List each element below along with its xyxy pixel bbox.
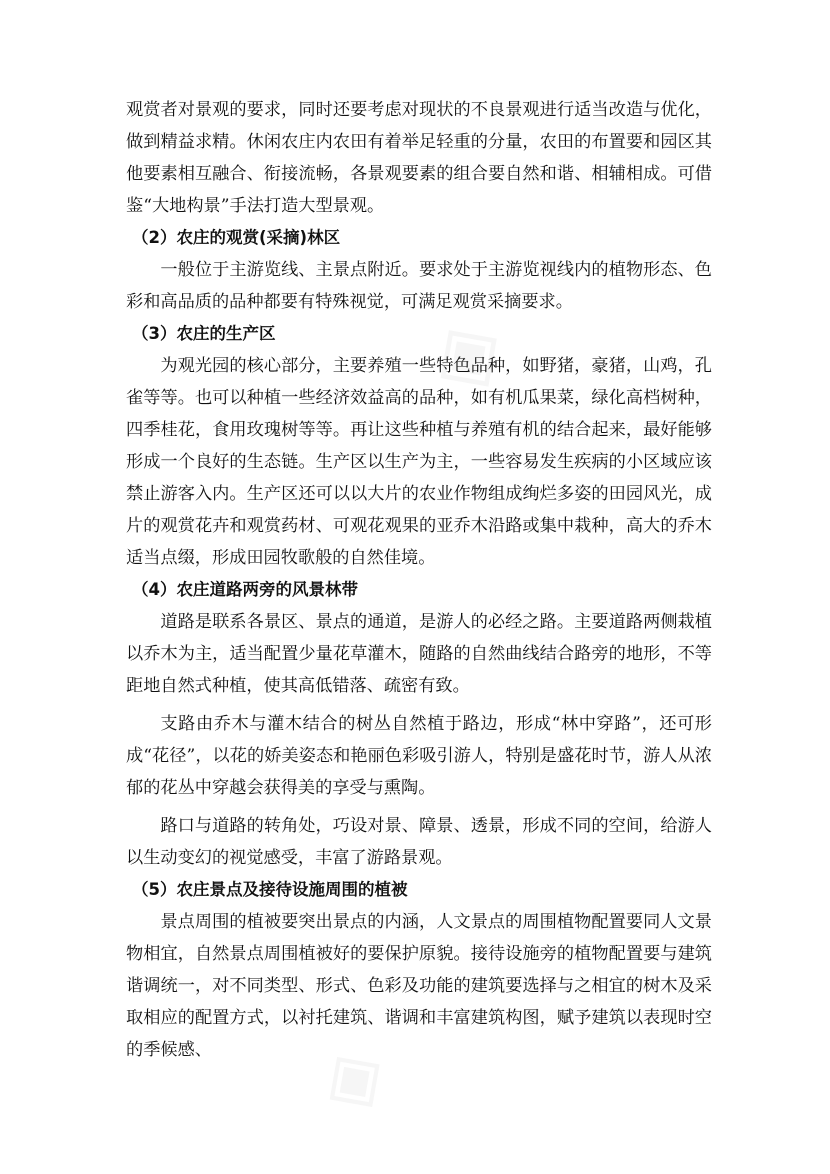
- paragraph-main-roads: 道路是联系各景区、景点的通道，是游人的必经之路。主要道路两侧栽植以乔木为主，适当配置少量花草灌木，随路的自然曲线结合路旁的地形，不等距地自然式种植，使其高低错落、疏密有致。: [126, 612, 712, 696]
- watermark-icon: [299, 1021, 403, 1132]
- heading-production-area: （3）农庄的生产区: [132, 324, 276, 343]
- heading-forest-area: （2）农庄的观赏(采摘)林区: [132, 228, 341, 247]
- heading-road-forest-belt: （4）农庄道路两旁的风景林带: [132, 580, 358, 599]
- paragraph-forest-area: 一般位于主游览线、主景点附近。要求处于主游览视线内的植物形态、色彩和高品质的品种都要有特殊视觉，可满足观赏采摘要求。: [126, 260, 712, 312]
- heading-scenic-vegetation: （5）农庄景点及接待设施周围的植被: [132, 880, 408, 899]
- document-body: [126, 94, 712, 1060]
- paragraph-intro: 观赏者对景观的要求，同时还要考虑对现状的不良景观进行适当改造与优化，做到精益求精。休闲农庄内农田有着举足轻重的分量，农田的布置要和园区其他要素相互融合、衔接流畅，各景观要素的组合要自然和谐、相辅相成。可借鉴“大地构景”手法打造大型景观。: [126, 100, 712, 216]
- paragraph-road-corners: 路口与道路的转角处，巧设对景、障景、透景，形成不同的空间，给游人以生动变幻的视觉感受，丰富了游路景观。: [126, 816, 712, 868]
- paragraph-scenic-vegetation: 景点周围的植被要突出景点的内涵，人文景点的周围植物配置要同人文景物相宜，自然景点周围植被好的要保护原貌。接待设施旁的植物配置要与建筑谐调统一，对不同类型、形式、色彩及功能的建筑要选择与之相宜的树木及采取相应的配置方式，以衬托建筑、谐调和丰富建筑构图，赋予建筑以表现时空的季候感、: [126, 912, 712, 1060]
- paragraph-production-area: 为观光园的核心部分，主要养殖一些特色品种，如野猪，豪猪，山鸡，孔雀等等。也可以种植一些经济效益高的品种，如有机瓜果菜，绿化高档树种，四季桂花，食用玫瑰树等等。再让这些种植与养殖有机的结合起来，最好能够形成一个良好的生态链。生产区以生产为主，一些容易发生疾病的小区域应该禁止游客入内。生产区还可以以大片的农业作物组成绚烂多姿的田园风光，成片的观赏花卉和观赏药材、可观花观果的亚乔木沿路或集中栽种，高大的乔木适当点缀，形成田园牧歌般的自然佳境。: [126, 356, 712, 568]
- paragraph-branch-roads: 支路由乔木与灌木结合的树丛自然植于路边，形成“林中穿路”，还可形成“花径”，以花的娇美姿态和艳丽色彩吸引游人，特别是盛花时节，游人从浓郁的花丛中穿越会获得美的享受与熏陶。: [126, 714, 712, 798]
